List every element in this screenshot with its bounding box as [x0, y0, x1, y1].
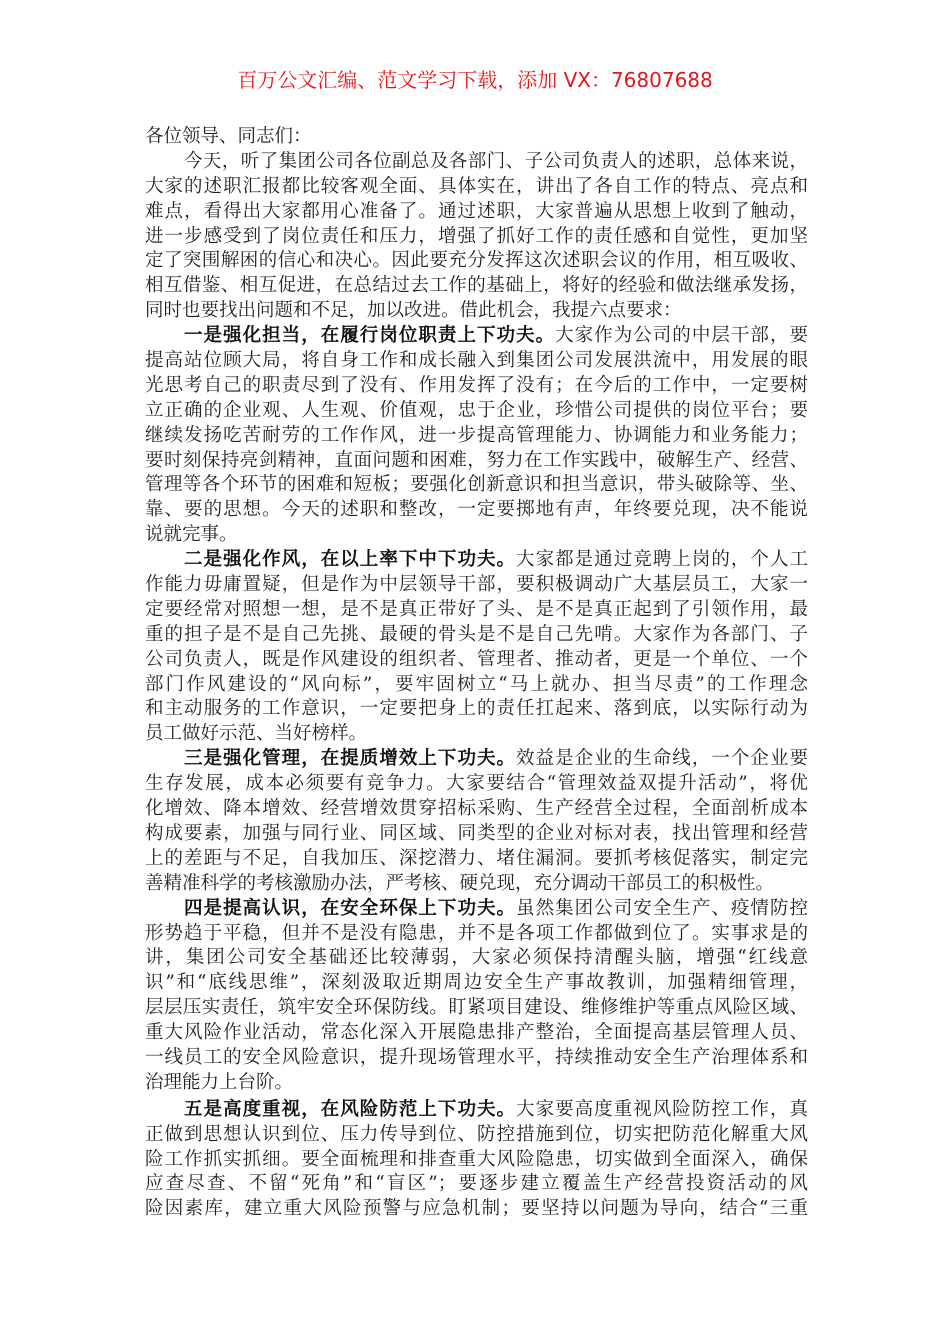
text-line: [145, 897, 808, 922]
line-text: 继续发扬吃苦耐劳的工作作风，进一步提高管理能力、协调能力和业务能力；: [145, 424, 808, 446]
text-line: [145, 573, 808, 598]
paragraph: [145, 324, 808, 548]
line-text: 正做到思想认识到位、压力传导到位、防控措施到位，切实把防范化解重大风: [145, 1123, 808, 1145]
paragraph: [145, 897, 808, 1096]
text-line: [145, 747, 808, 772]
text-line: [145, 548, 808, 573]
paragraph-heading: 三是强化管理，在提质增效上下功夫。: [184, 748, 517, 770]
line-text: 虽然集团公司安全生产、疫情防控: [516, 897, 808, 919]
text-line: [145, 872, 808, 897]
text-line: [145, 349, 808, 374]
line-text: 治理能力上台阶。: [145, 1071, 294, 1093]
line-text: 提高站位顾大局，将自身工作和成长融入到集团公司发展洪流中，用发展的眼: [145, 350, 808, 372]
line-text: 今天，听了集团公司各位副总及各部门、子公司负责人的述职，总体来说，: [184, 150, 808, 172]
paragraph: [145, 150, 808, 324]
text-line: [145, 1071, 808, 1096]
text-line: [145, 125, 808, 150]
text-line: [145, 175, 808, 200]
line-text: 进一步感受到了岗位责任和压力，增强了抓好工作的责任感和自觉性，更加坚: [145, 225, 808, 247]
text-line: [145, 1197, 808, 1222]
text-line: [145, 1148, 808, 1173]
text-line: [145, 1046, 808, 1071]
line-text: 重的担子是不是自己先挑、最硬的骨头是不是自己先啃。大家作为各部门、子: [145, 623, 808, 645]
text-line: [145, 922, 808, 947]
text-line: [145, 598, 808, 623]
line-text: 部门作风建设的“风向标”，要牢固树立“马上就办、担当尽责”的工作理念: [145, 673, 808, 695]
line-text: 险因素库，建立重大风险预警与应急机制；要坚持以问题为导向，结合“三重: [145, 1198, 808, 1220]
line-text: 难点，看得出大家都用心准备了。通过述职，大家普遍从思想上收到了触动，: [145, 200, 808, 222]
line-text: 作能力毋庸置疑，但是作为中层领导干部，要积极调动广大基层员工，大家一: [145, 574, 808, 596]
line-text: 大家要高度重视风险防控工作，真: [516, 1098, 808, 1120]
text-line: [145, 449, 808, 474]
line-text: 险工作抓实抓细。要全面梳理和排查重大风险隐患，切实做到全面深入，确保: [145, 1148, 808, 1170]
paragraph-heading: 二是强化作风，在以上率下中下功夫。: [184, 549, 517, 571]
text-line: [145, 797, 808, 822]
text-line: [145, 498, 808, 523]
text-line: [145, 424, 808, 449]
text-line: [145, 150, 808, 175]
download-banner: 百万公文汇编、范文学习下载，添加 VX：76807688: [237, 68, 713, 92]
line-text: 各位领导、同志们：: [145, 126, 312, 147]
document-body: [145, 125, 808, 1222]
line-text: 化增效、降本增效、经营增效贯穿招标采购、生产经营全过程，全面剖析成本: [145, 798, 808, 820]
paragraph: [145, 548, 808, 747]
line-text: 要时刻保持亮剑精神，直面问题和困难，努力在工作实践中，破解生产、经营、: [145, 449, 808, 471]
salutation: [145, 125, 808, 150]
line-text: 善精准科学的考核激励办法，严考核、硬兑现，充分调动干部员工的积极性。: [145, 872, 775, 894]
line-text: 讲，集团公司安全基础还比较薄弱，大家必须保持清醒头脑，增强“红线意: [145, 947, 808, 969]
line-text: 大家作为公司的中层干部，要: [555, 325, 808, 347]
text-line: [145, 996, 808, 1021]
paragraph-heading: 一是强化担当，在履行岗位职责上下功夫。: [184, 325, 556, 347]
paragraph: [145, 1098, 808, 1222]
line-text: 相互借鉴、相互促进，在总结过去工作的基础上，将好的经验和做法继承发扬，: [145, 275, 808, 297]
line-text: 和主动服务的工作意识，一定要把身上的责任扛起来、落到底，以实际行动为: [145, 698, 808, 720]
text-line: [145, 1021, 808, 1046]
line-text: 应查尽查、不留“死角”和“盲区”；要逐步建立覆盖生产经营投资活动的风: [145, 1173, 808, 1195]
text-line: [145, 623, 808, 648]
line-text: 形势趋于平稳，但并不是没有隐患，并不是各项工作都做到位了。实事求是的: [145, 922, 808, 944]
text-line: [145, 847, 808, 872]
text-line: [145, 374, 808, 399]
line-text: 同时也要找出问题和不足，加以改进。借此机会，我提六点要求：: [145, 300, 682, 322]
line-text: 光思考自己的职责尽到了没有、作用发挥了没有；在今后的工作中，一定要树: [145, 374, 808, 396]
text-line: [145, 1172, 808, 1197]
text-line: [145, 299, 808, 324]
text-line: [145, 971, 808, 996]
line-text: 定要经常对照想一想，是不是真正带好了头、是不是真正起到了引领作用，最: [145, 598, 808, 620]
line-text: 管理等各个环节的困难和短板；要强化创新意识和担当意识，带头破除等、坐、: [145, 474, 808, 496]
paragraph-heading: 四是提高认识，在安全环保上下功夫。: [184, 897, 517, 919]
line-text: 靠、要的思想。今天的述职和整改，一定要掷地有声，年终要兑现，决不能说: [145, 499, 808, 521]
text-line: [145, 772, 808, 797]
text-line: [145, 946, 808, 971]
line-text: 效益是企业的生命线，一个企业要: [516, 748, 808, 770]
text-line: [145, 697, 808, 722]
text-line: [145, 324, 808, 349]
text-line: [145, 1098, 808, 1123]
line-text: 构成要素，加强与同行业、同区域、同类型的企业对标对表，找出管理和经营: [145, 822, 808, 844]
line-text: 员工做好示范、当好榜样。: [145, 723, 368, 745]
text-line: [145, 673, 808, 698]
text-line: [145, 399, 808, 424]
text-line: [145, 200, 808, 225]
line-text: 定了突围解困的信心和决心。因此要充分发挥这次述职会议的作用，相互吸收、: [145, 250, 808, 272]
text-line: [145, 225, 808, 250]
line-text: 说就完事。: [145, 524, 238, 546]
line-text: 上的差距与不足，自我加压、深挖潜力、堵住漏洞。要抓考核促落实，制定完: [145, 847, 808, 869]
text-line: [145, 1123, 808, 1148]
line-text: 立正确的企业观、人生观、价值观，忠于企业，珍惜公司提供的岗位平台；要: [145, 399, 808, 421]
text-line: [145, 523, 808, 548]
text-line: [145, 249, 808, 274]
text-line: [145, 473, 808, 498]
text-line: [145, 722, 808, 747]
line-text: 一线员工的安全风险意识，提升现场管理水平，持续推动安全生产治理体系和: [145, 1046, 808, 1068]
paragraph: [145, 747, 808, 896]
paragraph-heading: 五是高度重视，在风险防范上下功夫。: [184, 1098, 517, 1120]
line-text: 公司负责人，既是作风建设的组织者、管理者、推动者，更是一个单位、一个: [145, 648, 808, 670]
line-text: 生存发展，成本必须要有竞争力。大家要结合“管理效益双提升活动”，将优: [145, 773, 808, 795]
line-text: 层层压实责任，筑牢安全环保防线。盯紧项目建设、维修维护等重点风险区域、: [145, 997, 808, 1019]
text-line: [145, 648, 808, 673]
line-text: 识”和“底线思维”，深刻汲取近期周边安全生产事故教训，加强精细管理，: [145, 972, 808, 994]
text-line: [145, 274, 808, 299]
text-line: [145, 822, 808, 847]
line-text: 大家都是通过竞聘上岗的，个人工: [516, 549, 808, 571]
line-text: 大家的述职汇报都比较客观全面、具体实在，讲出了各自工作的特点、亮点和: [145, 175, 808, 197]
line-text: 重大风险作业活动，常态化深入开展隐患排产整治，全面提高基层管理人员、: [145, 1022, 808, 1044]
